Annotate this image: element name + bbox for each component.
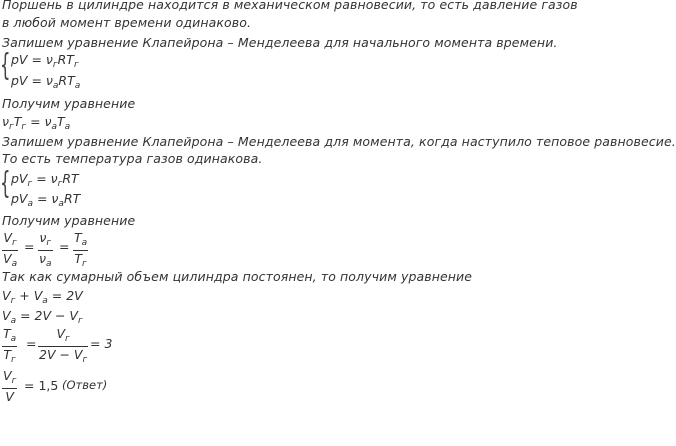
fraction-volume-ratio: $V_г$ $V_a$ [3,230,18,269]
text-line-7: Получим уравнение [2,213,136,228]
text-line-2: в любой момент времени одинаково. [2,15,252,30]
text-line-5: Запишем уравнение Клапейрона – Менделеева для момента, когда наступило теповое равновесие. [2,134,676,149]
text-line-8: Так как сумарный объем цилиндра постоянен, то получим уравнение [2,269,473,284]
equation-system1-b: pV = $\nu_aRT_a$ [11,73,81,91]
equals-sign: = [24,239,35,254]
fraction-amount-ratio: $\nu_г$ $\nu_a$ [39,230,52,269]
text-line-6: То есть температура газов одинакова. [2,151,263,166]
result-value-3: = 3 [90,336,113,351]
equation-volume-a: $V_a = 2V - V_г$ [2,308,83,326]
equation-system2-b: $pV_a = \nu_aRT$ [11,191,81,209]
text-line-4: Получим уравнение [2,96,136,111]
equation-system2-a: $pV_г = \nu_гRT$ [11,171,79,189]
equals-sign: = [26,336,37,351]
system-brace-1: { [0,48,11,83]
fraction-temperature-ratio-2: $T_a$ $T_г$ [3,326,17,365]
equals-sign: = [59,239,70,254]
equation-ratio-1: $\nu_гT_г = \nu_aT_a$ [2,114,71,132]
result-value-final: = 1,5 [24,378,59,393]
text-line-1: Поршень в цилиндре находится в механическом равновесии, то есть давление газов [2,0,578,12]
equation-system1-a: pV = $\nu_гRT_г$ [11,52,79,70]
equation-volume-sum: $V_г + V_a = 2V$ [2,288,83,306]
fraction-final: $V_г$ V [3,368,17,404]
fraction-volume-expression: $V_г$ $2V - V_г$ [39,326,88,365]
text-line-3: Запишем уравнение Клапейрона – Менделеева для начального момента времени. [2,35,558,50]
system-brace-2: { [0,166,11,201]
answer-label: (Ответ) [62,378,108,392]
fraction-temperature-ratio: $T_a$ $T_г$ [74,230,88,269]
